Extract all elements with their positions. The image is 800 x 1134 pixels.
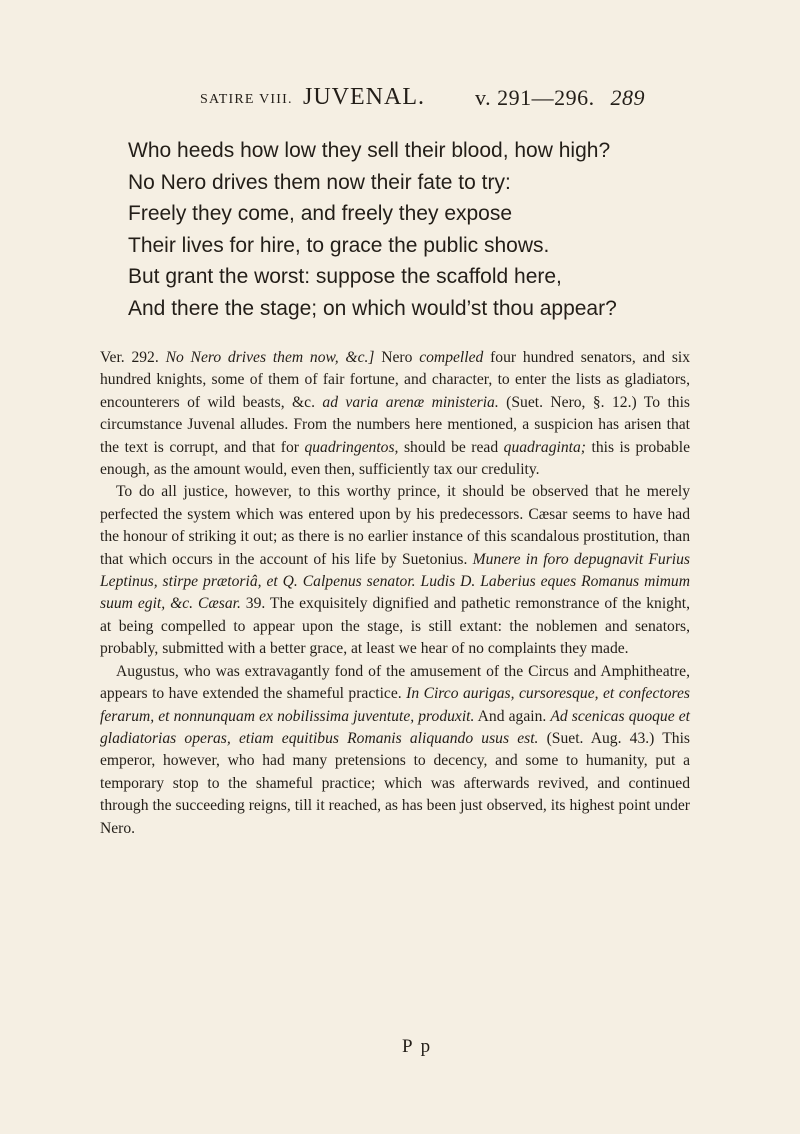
commentary-notes	[100, 347, 690, 840]
verse-line: But grant the worst: suppose the scaffold here,	[128, 265, 562, 288]
verse-line: No Nero drives them now their fate to try:	[128, 170, 511, 194]
note-verse-ref: Ver. 292.	[100, 349, 159, 366]
page-number: 289	[610, 85, 645, 110]
verse-translation	[128, 135, 688, 324]
running-header	[200, 78, 645, 114]
signature-mark: P p	[402, 1036, 433, 1057]
latin-quote: Munere in foro depugnavit Furius Leptinus, stirpe prætoriâ, et Q. Calpenus senator. Ludis D. Laberius eques Romanus mimum suum egit, &c. Cæsar.	[100, 550, 690, 613]
verse-line: Freely they come, and freely they expose	[128, 202, 513, 225]
latin-quote: ad varia arenæ ministeria.	[322, 393, 499, 411]
note-paragraph-3: Augustus, who was extravagantly fond of the amusement of the Circus and Amphitheatre, appears to have extended the shameful practice. In Circo aurigas, cursoresque, et confectores ferarum, et nonnunquam ex nobilissima juventute, produxit. And again. Ad scenicas quoque et gladiatorias operas, etiam equitibus Romanis aliquando usus est. (Suet. Aug. 43.) This emperor, however, who had many pretensions to decency, and some to humanity, put a temporary stop to the shameful practice; which was afterwards revived, and continued through the succeeding reigns, till it reached, as has been just observed, its highest point under Nero.	[100, 662, 690, 837]
latin-quote: In Circo aurigas, cursoresque, et confectores ferarum, et nonnunquam ex nobilissima juventute, produxit.	[100, 685, 690, 725]
header-satire: SATIRE VIII.	[200, 92, 293, 107]
header-verse-range: v. 291—296.	[475, 85, 595, 110]
header-author: JUVENAL.	[303, 84, 425, 110]
note-paragraph-1: Ver. 292. No Nero drives them now, &c.] Nero compelled four hundred senators, and six hundred knights, some of them of fair fortune, and character, to enter the lists as gladiators, encounterers of wild beasts, &c. ad varia arenæ ministeria. (Suet. Nero, §. 12.) To this circumstance Juvenal alludes. From the numbers here mentioned, a suspicion has arisen that the text is corrupt, and that for quadringentos, should be read quadraginta; this is probable enough, as the amount would, even then, sufficiently tax our credulity.	[100, 349, 691, 479]
verse-line: And there the stage; on which would’st thou appear?	[128, 296, 617, 320]
verse-line: Their lives for hire, to grace the public shows.	[128, 233, 550, 257]
verse-line: Who heeds how low they sell their blood, how high?	[128, 139, 611, 162]
latin-quote: Ad scenicas quoque et gladiatorias operas, etiam equitibus Romanis aliquando usus est.	[100, 707, 690, 747]
note-paragraph-2: To do all justice, however, to this worthy prince, it should be observed that he merely perfected the system which was entered upon by his predecessors. Cæsar seems to have had the honour of striking it out; as there is no earlier instance of this scandalous prostitution, than that which occurs in the account of his life by Suetonius. Munere in foro depugnavit Furius Leptinus, stirpe prætoriâ, et Q. Calpenus senator. Ludis D. Laberius eques Romanus mimum suum egit, &c. Cæsar. 39. The exquisitely dignified and pathetic remonstrance of the knight, at being compelled to appear upon the stage, is still extant: the noblemen and senators, probably, submitted with a better grace, at least we hear of no complaints they made.	[100, 483, 690, 658]
note-lemma: No Nero drives them now, &c.]	[165, 349, 375, 366]
